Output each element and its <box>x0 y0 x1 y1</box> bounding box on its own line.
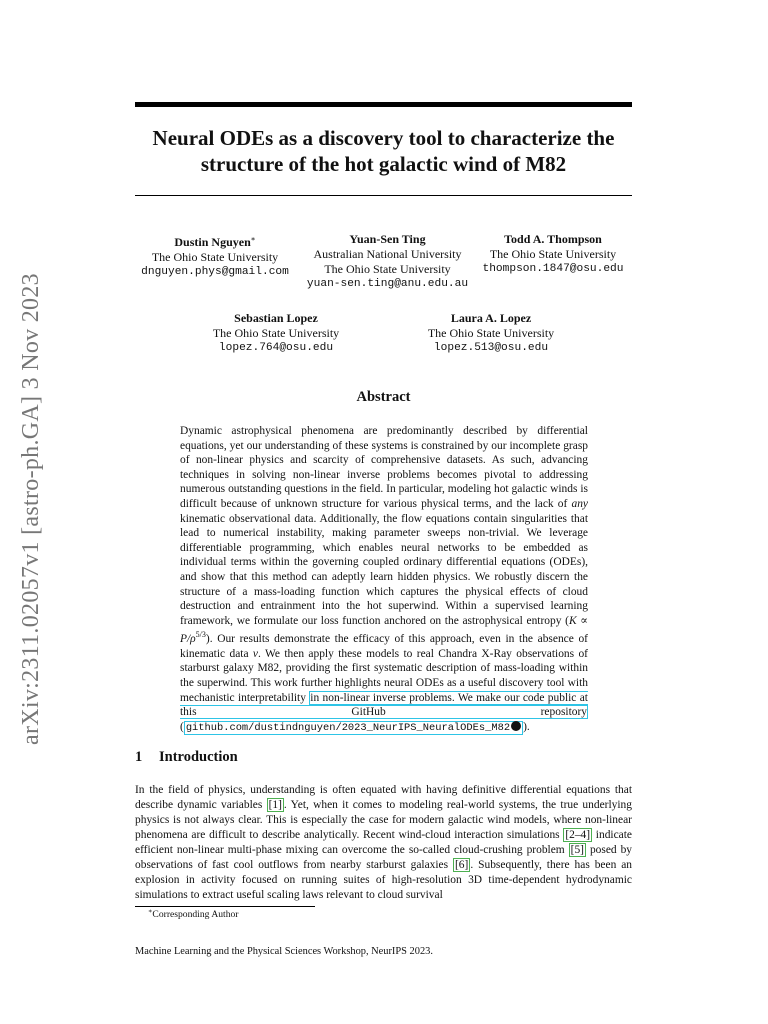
paper-title <box>135 125 632 177</box>
github-repo-link[interactable]: github.com/dustindnguyen/2023_NeurIPS_NeuralODEs_M82 <box>184 721 523 735</box>
citation-link[interactable]: [2–4] <box>565 829 591 841</box>
author-name: Todd A. Thompson <box>504 232 602 246</box>
citation-link[interactable]: [5] <box>570 844 584 856</box>
abstract-heading: Abstract <box>356 389 411 405</box>
author-email[interactable]: yuan-sen.ting@anu.edu.au <box>306 278 469 290</box>
author-name: Dustin Nguyen∗ <box>174 235 256 249</box>
arxiv-identifier-stamp: arXiv:2311.02057v1 [astro-ph.GA] 3 Nov 2023 <box>18 273 44 745</box>
title-bottom-rule <box>135 195 632 196</box>
author-email[interactable]: lopez.513@osu.edu <box>433 342 549 354</box>
title-line-2: structure of the hot galactic wind of M82 <box>200 152 567 176</box>
author-name: Sebastian Lopez <box>234 311 318 325</box>
footnote: ∗Corresponding Author <box>148 908 239 921</box>
author-block <box>196 311 356 356</box>
author-affiliation: The Ohio State University <box>212 326 340 340</box>
title-top-rule <box>135 102 632 107</box>
author-affiliation: The Ohio State University <box>427 326 555 340</box>
author-affiliation: The Ohio State University <box>324 262 451 276</box>
author-email[interactable]: thompson.1847@osu.edu <box>482 263 624 275</box>
venue-footer: Machine Learning and the Physical Sciences Workshop, NeurIPS 2023. <box>135 946 433 957</box>
section-heading-introduction <box>135 749 238 766</box>
citation-link[interactable]: [6] <box>455 859 469 871</box>
author-email[interactable]: lopez.764@osu.edu <box>218 342 334 354</box>
author-name: Laura A. Lopez <box>450 311 532 325</box>
author-block <box>135 232 295 280</box>
repository-sentence: in non-linear inverse problems. We make our code public at this GitHub repository <box>180 691 588 719</box>
author-email[interactable]: dnguyen.phys@gmail.com <box>141 266 289 278</box>
introduction-text: In the field of physics, understanding is often equated with having definitive differential equations that describe dynamic variables [1] . Yet, when it comes to modeling real-world systems, the true underlying physics is not always clear. This is especially the case for modern galactic wind models, where non-linear phenomena are difficult to describe analytically. Recent wind-cloud interaction simulations [2–4] indicate efficient non-linear multi-phase mixing can overcome the so-called cloud-crushing problem [5] posed by observations of fast cool outflows from nearby starburst galaxies [6] . Subsequently, there has been an explosion in activity focused on running suites of high-resolution 3D time-dependent hydrodynamic simulations to extract useful scaling laws relevant to cloud survival <box>135 784 633 901</box>
title-line-1: Neural ODEs as a discovery tool to characterize the <box>152 126 615 150</box>
author-affiliation: The Ohio State University <box>489 247 617 261</box>
author-block <box>411 311 571 356</box>
section-number: 1 <box>135 749 143 765</box>
section-title: Introduction <box>159 749 238 765</box>
author-affiliation: The Ohio State University <box>151 250 279 264</box>
entropy-formula: K ∝ P/ρ <box>180 614 588 646</box>
author-name: Yuan-Sen Ting <box>349 232 426 246</box>
citation-link[interactable]: [1] <box>268 799 282 811</box>
author-block <box>300 232 475 292</box>
abstract-text: Dynamic astrophysical phenomena are predominantly described by differential equations, yet our understanding of these systems is constrained by our incomplete grasp of non-linear physics and scarcity of comprehensive datasets. As such, advancing techniques in solving non-linear inverse problems becomes pivotal to addressing numerous outstanding questions in the field. In particular, modeling hot galactic winds is difficult because of unknown structure for various physical terms, and the lack of any kinematic observational data. Additionally, the flow equations contain singularities that lead to numerical instability, making parameter sweeps non-trivial. We leverage differentiable programming, which enables neural networks to be embedded as individual terms within the governing coupled ordinary differential equations (ODEs), and show that this method can adeptly learn hidden physics. We robustly discern the structure of a mass-loading function which captures the physical effects of cloud destruction and entrainment into the hot superwind. Within a supervised learning framework, we formulate our loss function anchored on the astrophysical entropy $(K \propto P/\rho^{5/3})$. Our results demonstrate the efficacy of this approach, even in the absence of kinematic data v. We then apply these models to real Chandra X-Ray observations of starburst galaxy M82, providing the first systematic description of mass-loading within the superwind. This work further highlights neural ODEs as a useful discovery tool with mechanistic interpretability in non-linear inverse problems. We make our code public at this GitHub repository ( github.com/dustindnguyen/2023_NeurIPS_NeuralODEs_M82 ). <box>180 425 588 734</box>
author-block <box>476 232 630 277</box>
github-icon <box>511 721 521 731</box>
author-affiliation: Australian National University <box>313 247 462 261</box>
